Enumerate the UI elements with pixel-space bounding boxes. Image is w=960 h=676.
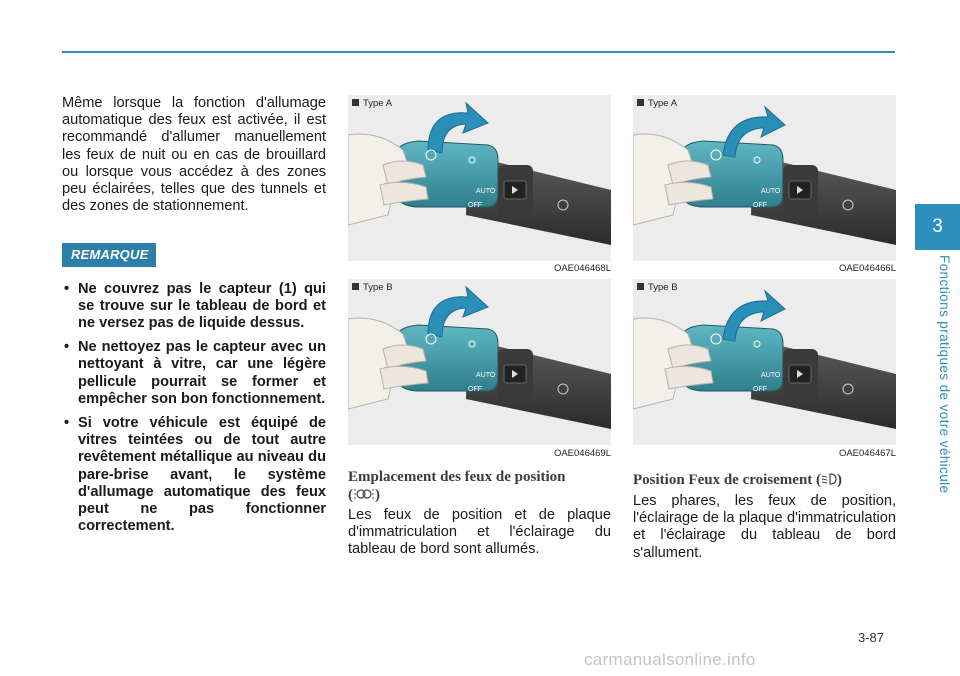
heading-low-beam: Position Feux de croisement ( ) [633, 472, 843, 488]
figure-type-label: Type A [637, 98, 677, 109]
figure-type-label: Type B [637, 282, 678, 293]
top-rule [62, 51, 895, 53]
intro-paragraph: Même lorsque la fonction d'allumage automatique des feux est activée, il est recommandé d'allumer manuellement les feux de nuit ou en cas de brouillard ou lorsque vous accédez à des zones peu éclairées, telles que des tunnels et des zones de stationnement. [62, 95, 326, 215]
svg-text:AUTO: AUTO [761, 188, 781, 195]
figure-switch-type-a-2 [633, 95, 896, 261]
low-beam-icon [821, 472, 837, 486]
figure-code: OAE046467L [838, 448, 896, 459]
svg-text:OFF: OFF [753, 202, 767, 209]
figure-code: OAE046466L [838, 263, 896, 274]
svg-text:AUTO: AUTO [476, 188, 496, 195]
figure-type-label: Type A [352, 98, 392, 109]
position-lamps-text: Les feux de position et de plaque d'immatriculation et l'éclairage du tableau de bord sont allumés. [348, 507, 611, 558]
heading-position-lamps: Emplacement des feux de position ( ) [348, 469, 566, 503]
position-lamp-icon [353, 487, 375, 501]
svg-text:OFF: OFF [468, 202, 482, 209]
switch-illustration [633, 279, 896, 445]
chapter-tab: 3 [915, 204, 960, 250]
figure-switch-type-a-1 [348, 95, 611, 261]
chapter-label: Fonctions pratiques de votre véhicule [937, 255, 952, 494]
figure-code: OAE046468L [553, 263, 611, 274]
figure-code: OAE046469L [553, 448, 611, 459]
switch-illustration [348, 279, 611, 445]
watermark: carmanualsonline.info [584, 650, 756, 669]
remarque-list [62, 281, 326, 536]
svg-text:AUTO: AUTO [761, 372, 781, 379]
svg-text:OFF: OFF [468, 386, 482, 393]
figure-type-label: Type B [352, 282, 393, 293]
left-column [62, 95, 326, 542]
switch-illustration [348, 95, 611, 261]
list-item: • Ne couvrez pas le capteur (1) qui se trouve sur le tableau de bord et ne versez pas de liquide dessus. [64, 280, 326, 332]
switch-illustration [633, 95, 896, 261]
page-number: 3-87 [858, 630, 885, 645]
svg-text:AUTO: AUTO [476, 372, 496, 379]
figure-switch-type-b-1 [348, 279, 611, 445]
svg-text:OFF: OFF [753, 386, 767, 393]
list-item: • Ne nettoyez pas le capteur avec un nettoyant à vitre, car une légère pellicule pourrait se former et empêcher son bon fonctionnement. [64, 339, 326, 407]
remarque-badge: REMARQUE [62, 243, 156, 266]
low-beam-text: Les phares, les feux de position, l'éclairage de la plaque d'immatriculation et l'éclairage du tableau de bord s'allument. [633, 493, 896, 561]
figure-switch-type-b-2 [633, 279, 896, 445]
list-item: • Si votre véhicule est équipé de vitres teintées ou de tout autre revêtement métallique au niveau du pare-brise avant, le système d'allumage automatique des feux peut ne pas fonctionner correctement. [64, 415, 326, 535]
